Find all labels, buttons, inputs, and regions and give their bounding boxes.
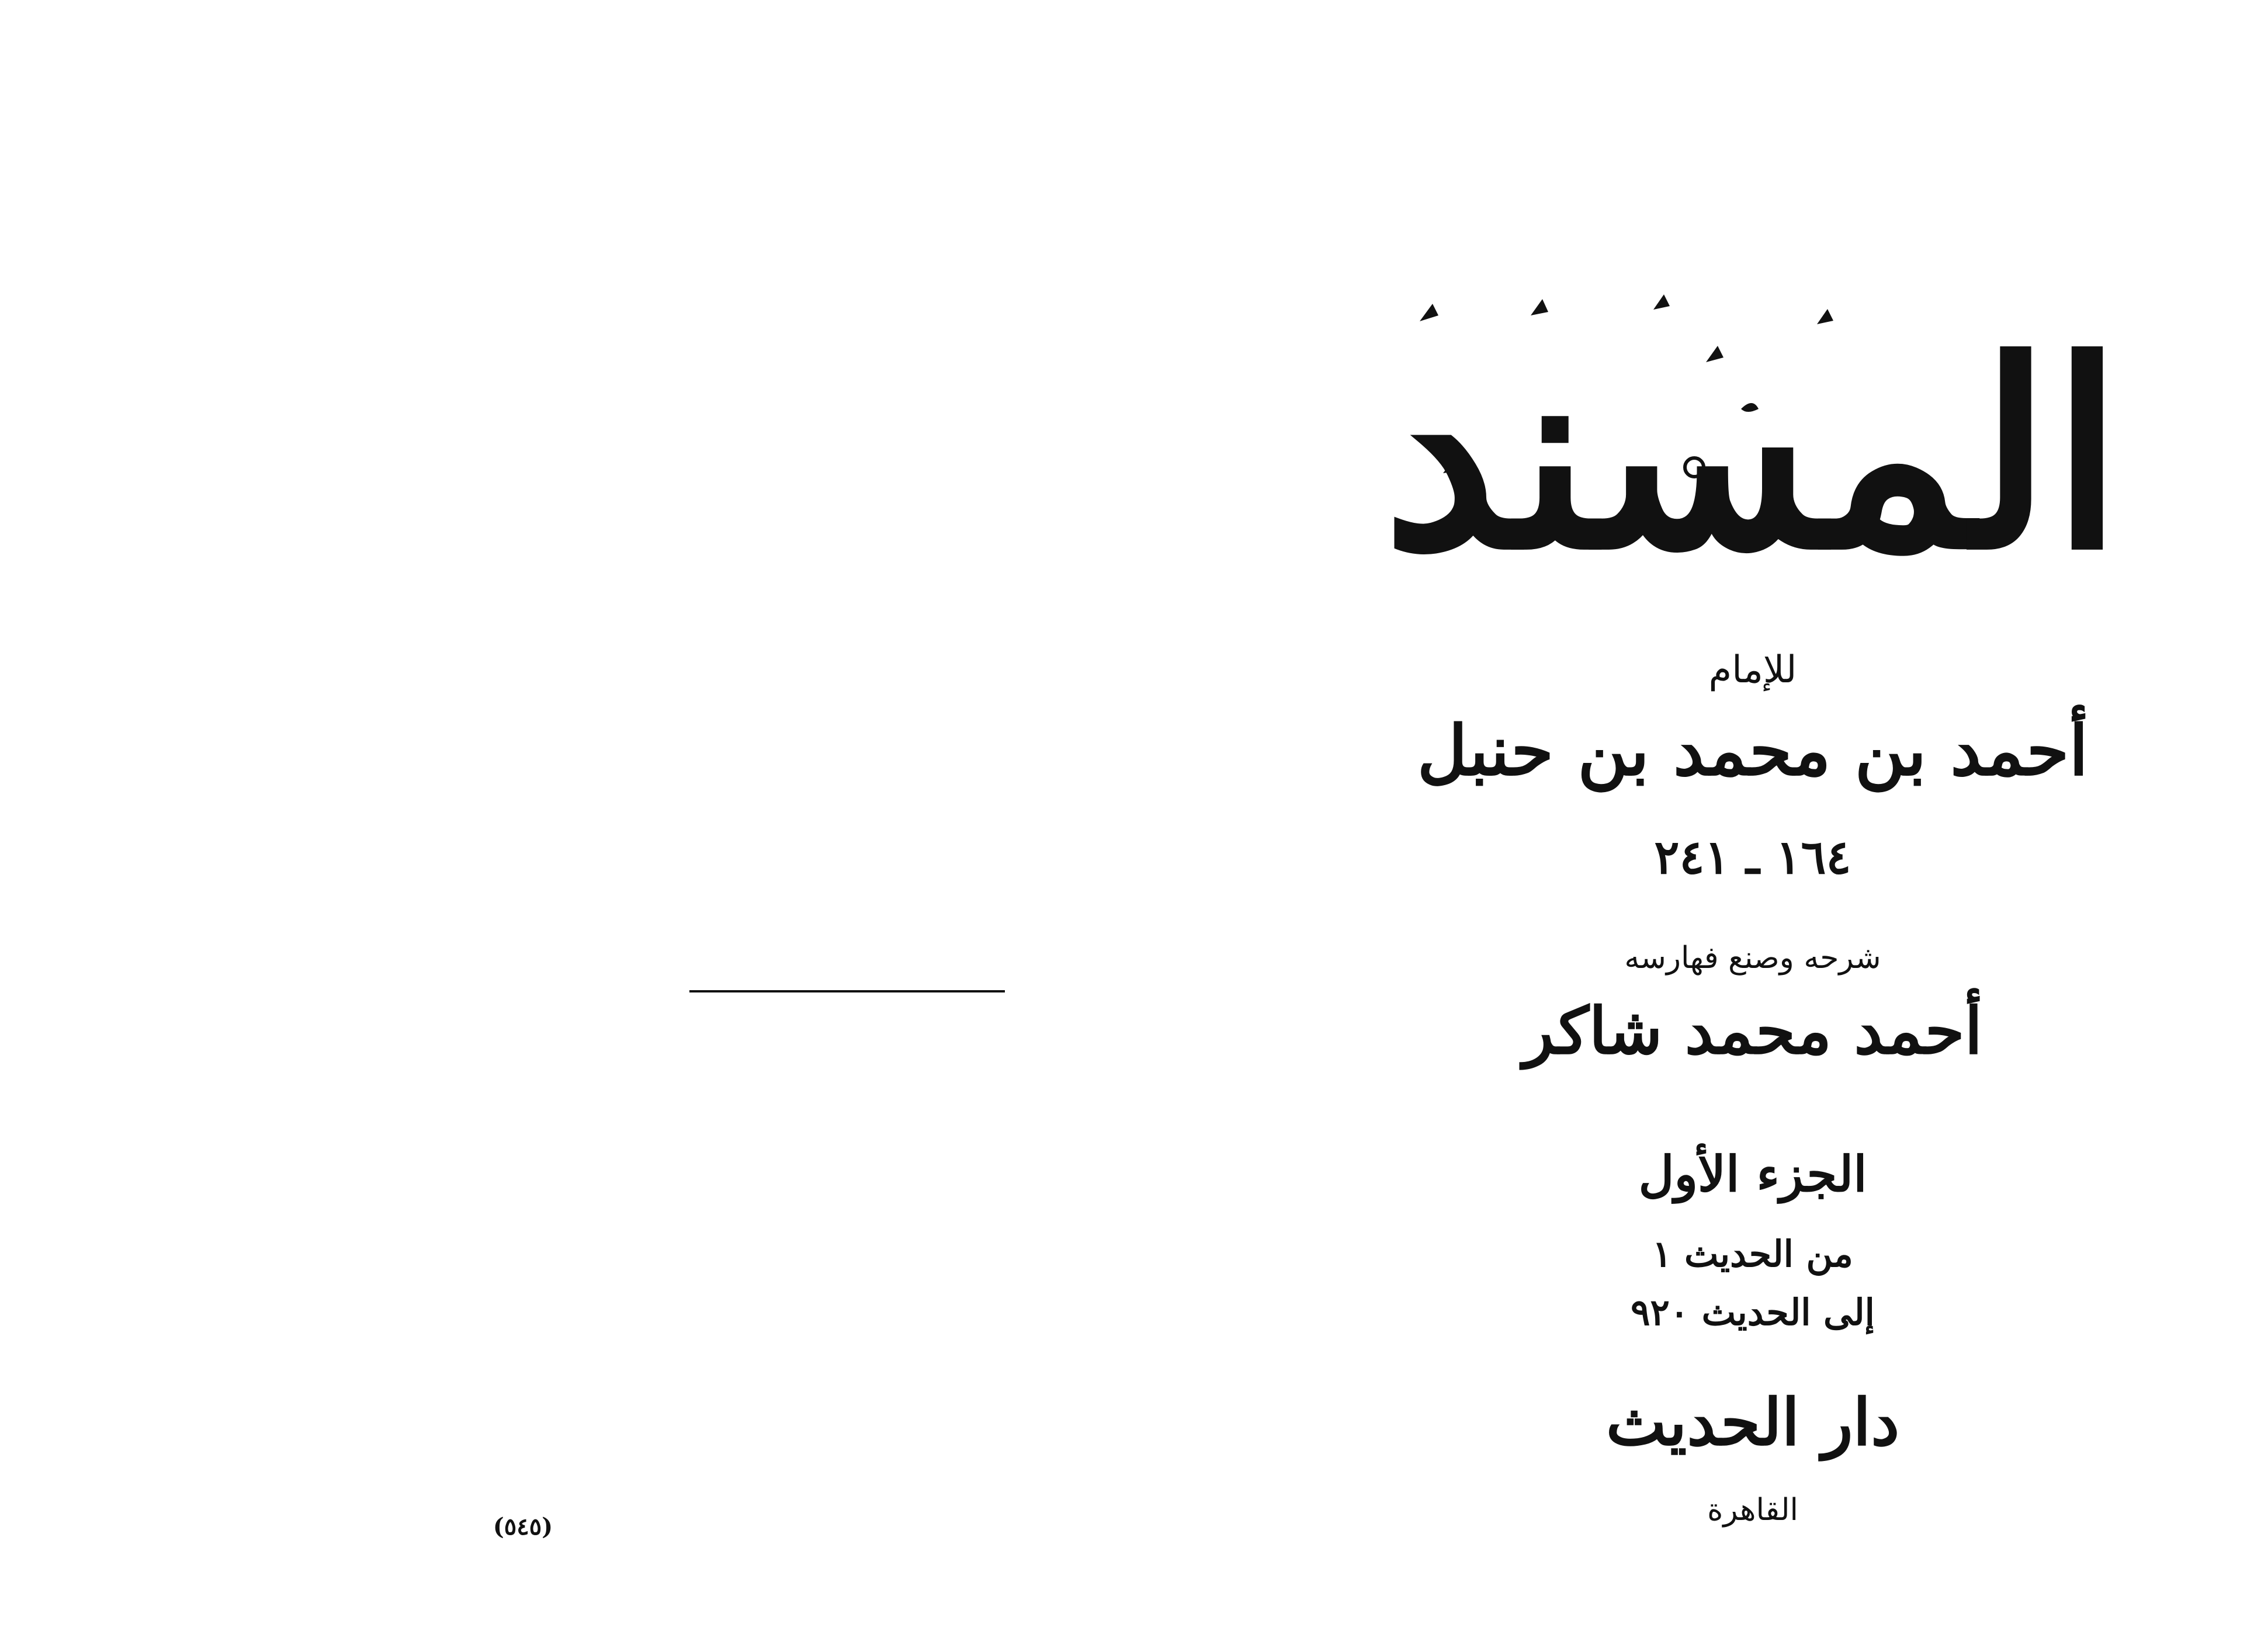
author-years: ١٦٤ ـ ٢٤١ xyxy=(1654,830,1851,884)
footnote-divider xyxy=(689,990,1005,992)
page-number: (٥٤٥) xyxy=(493,1513,553,1540)
imam-label: للإمام xyxy=(1708,648,1797,692)
hadith-range-to: إلى الحديث ٩٢٠ xyxy=(1631,1291,1875,1334)
commentator-name: أحمد محمد شاكر xyxy=(1523,993,1983,1068)
hadith-range-from: من الحديث ١ xyxy=(1652,1233,1853,1275)
commentary-label: شرحه وصنع فهارسه xyxy=(1624,940,1881,976)
publisher-name: دار الحديث xyxy=(1605,1384,1900,1460)
volume-label: الجزء الأول xyxy=(1638,1145,1867,1203)
author-name: أحمد بن محمد بن حنبل xyxy=(1417,710,2089,791)
left-page xyxy=(0,0,1046,1652)
publisher-city: القاهرة xyxy=(1707,1493,1798,1528)
book-title: المسند xyxy=(1382,304,2123,606)
